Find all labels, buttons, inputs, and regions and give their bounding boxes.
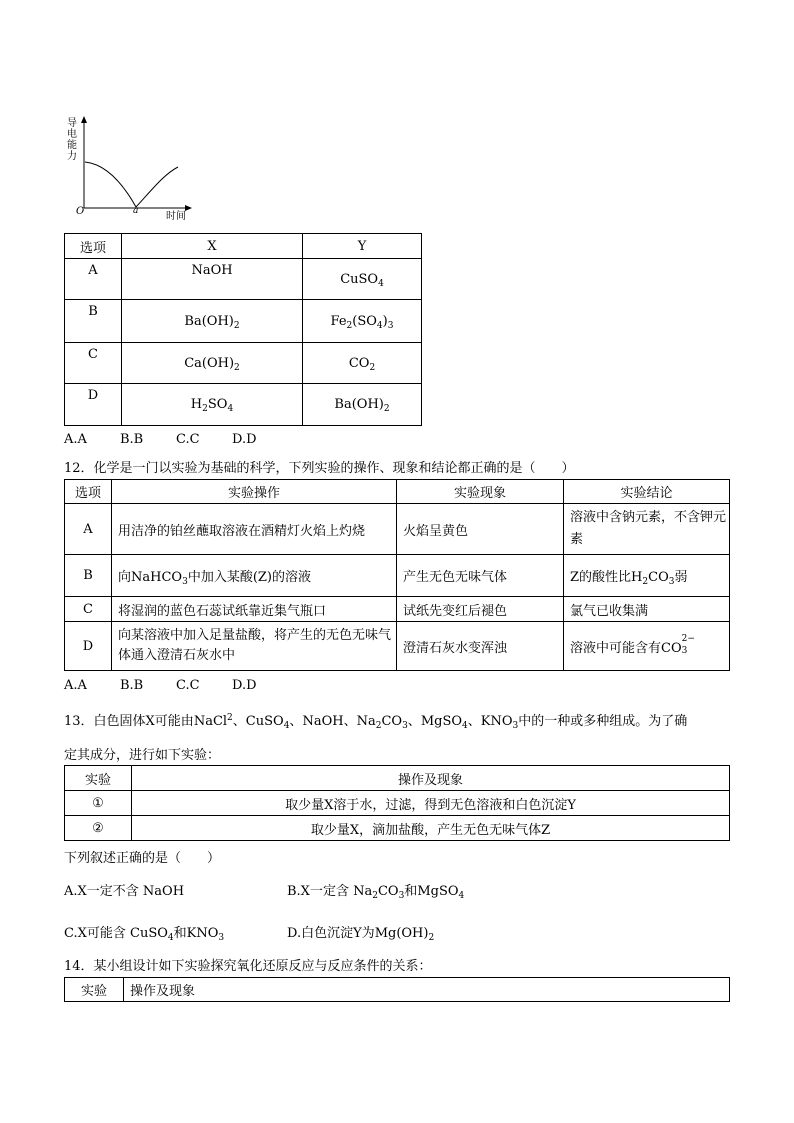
q11-row-b-x: $Ba(OH)_2$ (122, 300, 303, 343)
q12-row-b-operation: 向NaHCO$_3$中加入某酸(Z)的溶液 (112, 555, 397, 597)
graph-point-a: a (133, 206, 139, 216)
q12-option-d[interactable]: D.D (232, 678, 257, 693)
q12-header-phenomenon: 实验现象 (397, 480, 564, 504)
q11-row-a-y: CuSO$_4$ (303, 259, 422, 300)
q11-row-d-option: D (65, 384, 122, 426)
q11-row-b-option: B (65, 300, 122, 343)
q12-row-c-phenomenon: 试纸先变红后褪色 (397, 597, 564, 622)
q12-row-b-conclusion: Z的酸性比$H_2CO_3$弱 (564, 555, 730, 597)
q11-option-b[interactable]: B.B (120, 432, 144, 447)
q13-option-a[interactable]: A.X一定不含 NaOH (64, 884, 185, 899)
q11-option-a[interactable]: A.A (64, 432, 87, 447)
q13-question: 下列叙述正确的是（ ） (64, 851, 221, 866)
q12-option-b[interactable]: B.B (120, 678, 144, 693)
q11-row-c-y: $CO_2$ (303, 343, 422, 384)
q12-header-conclusion: 实验结论 (564, 480, 730, 504)
q11-row-a-option: A (65, 259, 122, 300)
q13-header-experiment: 实验 (65, 766, 132, 791)
q14-table (64, 977, 730, 1002)
q12-row-c-conclusion: 氯气已收集满 (564, 597, 730, 622)
q12-row-a-option: A (65, 504, 112, 555)
table-row (65, 555, 730, 597)
q12-row-a-phenomenon: 火焰呈黄色 (397, 504, 564, 555)
q12-row-d-phenomenon: 澄清石灰水变浑浊 (397, 622, 564, 671)
q13-option-c[interactable]: C.X可能含 CuSO$_4$和$KNO_3$ (64, 926, 225, 943)
q11-header-x: X (122, 234, 303, 259)
table-row (65, 791, 730, 816)
q13-row-1-text: 取少量X溶于水，过滤，得到无色溶液和白色沉淀Y (132, 791, 730, 816)
q11-options (64, 432, 257, 447)
table-row (65, 597, 730, 622)
q11-row-c-x: $Ca(OH)_2$ (122, 343, 303, 384)
q13-option-b[interactable]: B.X一定含 $Na_2CO_3$和MgSO$_4$ (287, 884, 465, 901)
table-row (65, 300, 422, 343)
q12-table (64, 479, 730, 671)
q12-option-a[interactable]: A.A (64, 678, 87, 693)
q12-row-d-operation: 向某溶液中加入足量盐酸，将产生的无色无味气体通入澄清石灰水中 (112, 622, 397, 671)
q11-row-a-x: NaOH (122, 259, 303, 300)
table-row (65, 504, 730, 555)
q13-option-d[interactable]: D.白色沉淀Y为$Mg(OH)_2$ (287, 926, 435, 943)
q13-stem: 13．白色固体X可能由NaCl$^2$、CuSO$_4$、NaOH、$Na_2CO_3$、MgSO$_4$、$KNO_3$中的一种或多种组成。为了确 (64, 713, 688, 731)
graph-xlabel: 时间 (166, 211, 186, 222)
q13-table (64, 765, 730, 841)
q12-row-b-phenomenon: 产生无色无味气体 (397, 555, 564, 597)
q14-stem: 14．某小组设计如下实验探究氧化还原反应与反应条件的关系： (64, 959, 432, 974)
q12-header-option: 选项 (65, 480, 112, 504)
table-row (65, 343, 422, 384)
q13-header-operation: 操作及现象 (132, 766, 730, 791)
q11-row-d-x: $H_2SO_4$ (122, 384, 303, 426)
q11-row-b-y: $Fe_2(SO_4)_3$ (303, 300, 422, 343)
q11-row-c-option: C (65, 343, 122, 384)
q12-options (64, 678, 257, 693)
graph-ylabel: 导电能力 (67, 118, 77, 162)
q12-row-a-operation: 用洁净的铂丝蘸取溶液在酒精灯火焰上灼烧 (112, 504, 397, 555)
q12-row-d-conclusion: 溶液中可能含有CO 2− 3 (564, 622, 730, 671)
table-row (65, 384, 422, 426)
q11-header-y: Y (303, 234, 422, 259)
table-row (65, 816, 730, 841)
table-row (65, 622, 730, 671)
q12-row-c-operation: 将湿润的蓝色石蕊试纸靠近集气瓶口 (112, 597, 397, 622)
q13-row-2-no: ② (65, 816, 132, 841)
q11-option-d[interactable]: D.D (232, 432, 257, 447)
q11-table (64, 233, 422, 426)
q12-stem: 12．化学是一门以实验为基础的科学，下列实验的操作、现象和结论都正确的是（ ） (64, 461, 575, 476)
q11-row-d-y: $Ba(OH)_2$ (303, 384, 422, 426)
q13-row-2-text: 取少量X，滴加盐酸，产生无色无味气体Z (132, 816, 730, 841)
table-row (65, 259, 422, 300)
q13-stem-line2: 定其成分，进行如下实验： (64, 748, 221, 763)
q12-row-a-conclusion: 溶液中含钠元素，不含钾元素 (564, 504, 730, 555)
y-axis-arrow (81, 116, 87, 123)
q14-header-operation: 操作及现象 (124, 978, 730, 1002)
q12-row-d-option: D (65, 622, 112, 671)
q13-row-1-no: ① (65, 791, 132, 816)
q12-row-c-option: C (65, 597, 112, 622)
q12-header-operation: 实验操作 (112, 480, 397, 504)
q11-option-c[interactable]: C.C (176, 432, 200, 447)
q12-row-b-option: B (65, 555, 112, 597)
q12-option-c[interactable]: C.C (176, 678, 200, 693)
q14-header-experiment: 实验 (65, 978, 124, 1002)
graph-origin: O (76, 206, 85, 217)
conductivity-curve (85, 162, 178, 207)
x-axis-arrow (185, 205, 192, 211)
q11-header-option: 选项 (65, 234, 122, 259)
